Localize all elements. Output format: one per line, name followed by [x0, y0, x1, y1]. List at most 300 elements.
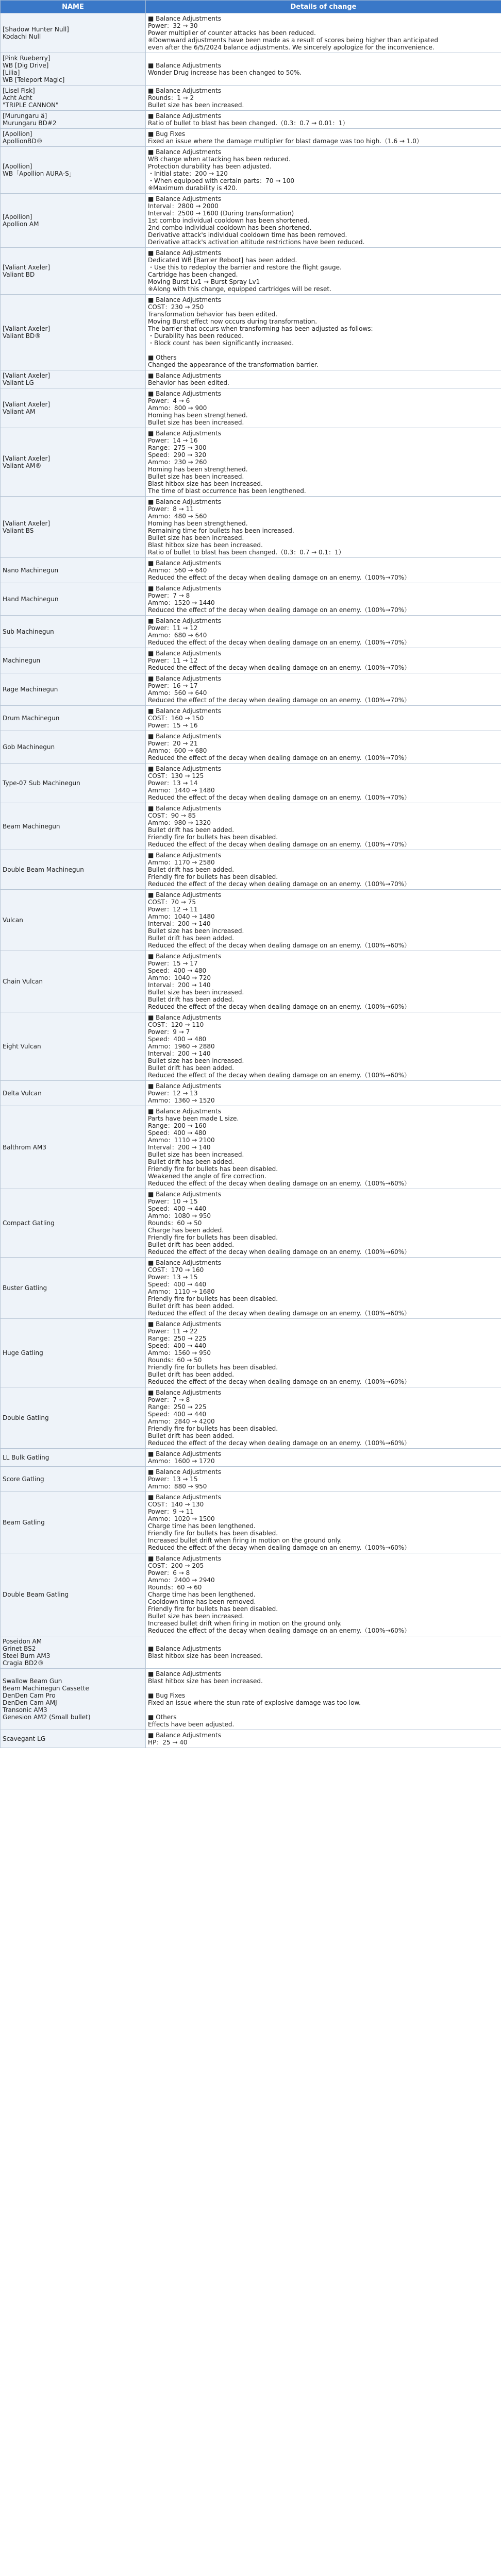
table-row: [1, 1012, 501, 1081]
change-line: COST：170 → 160: [148, 1266, 204, 1274]
item-name-cell: [1, 370, 146, 388]
table-row: [1, 497, 501, 558]
item-name-cell: [1, 1081, 146, 1106]
change-section-heading: ■ Balance Adjustments: [148, 1468, 221, 1476]
change-line: HP：25 → 40: [148, 1739, 188, 1746]
change-line: Weakened the angle of fire correction.: [148, 1173, 266, 1180]
change-line: Ammo：1560 → 950: [148, 1349, 211, 1357]
change-section-heading: ■ Others: [148, 354, 177, 361]
change-line: Bullet size has been increased.: [148, 534, 244, 541]
table-row: [1, 1467, 501, 1492]
change-line: ・Durability has been reduced.: [148, 332, 244, 340]
change-line: Bullet drift has been added.: [148, 1241, 235, 1248]
item-name: WB [Dig Drive]: [3, 62, 49, 69]
change-line: Range：200 → 160: [148, 1122, 207, 1129]
change-section-heading: ■ Balance Adjustments: [148, 891, 221, 899]
change-line: Ammo：1020 → 1500: [148, 1515, 215, 1522]
change-section-heading: ■ Balance Adjustments: [148, 87, 221, 94]
change-details-cell: [146, 111, 501, 129]
change-line: Interval：200 → 140: [148, 1144, 211, 1151]
item-name: Drum Machinegun: [3, 715, 60, 722]
table-row: [1, 648, 501, 673]
table-row: [1, 129, 501, 147]
table-row: [1, 1492, 501, 1553]
change-line: Power：32 → 30: [148, 22, 198, 29]
item-name: [Lilia]: [3, 69, 20, 76]
change-details-cell: [146, 1636, 501, 1669]
item-name: Vulcan: [3, 917, 23, 924]
table-row: [1, 111, 501, 129]
change-line: Blast hitbox size has been increased.: [148, 1652, 263, 1659]
table-row: [1, 764, 501, 803]
change-details-cell: [146, 129, 501, 147]
change-line: Speed：400 → 440: [148, 1411, 207, 1418]
change-line: ※Downward adjustments have been made as a result of scores being higher than anticipated: [148, 37, 439, 44]
change-details-cell: [146, 1081, 501, 1106]
item-name-cell: [1, 1106, 146, 1189]
item-name: Rage Machinegun: [3, 686, 58, 693]
change-section-heading: ■ Balance Adjustments: [148, 675, 221, 682]
change-section-heading: ■ Balance Adjustments: [148, 765, 221, 772]
change-line: Reduced the effect of the decay when dealing damage on an enemy.（100%→60%）: [148, 1003, 411, 1010]
table-row: [1, 1106, 501, 1189]
item-name: [Apollion]: [3, 130, 32, 138]
change-line: ※Along with this change, equipped cartridges will be reset.: [148, 285, 331, 293]
change-line: Bullet drift has been added.: [148, 935, 235, 942]
item-name-cell: [1, 1258, 146, 1319]
change-details-cell: [146, 147, 501, 194]
change-section-heading: ■ Balance Adjustments: [148, 249, 221, 257]
item-name: Double Beam Machinegun: [3, 866, 84, 873]
change-line: Interval：2500 → 1600 (During transformation): [148, 210, 294, 217]
item-name: [Valiant Axeler]: [3, 325, 51, 332]
change-line: Friendly fire for bullets has been disabled.: [148, 1234, 278, 1241]
change-line: Derivative attack's individual cooldown time has been removed.: [148, 231, 347, 239]
table-row: [1, 1319, 501, 1387]
change-line: Power：11 → 12: [148, 624, 198, 632]
item-name-cell: [1, 951, 146, 1012]
table-row: [1, 951, 501, 1012]
change-line: Homing has been strengthened.: [148, 520, 248, 527]
change-line: Ammo：560 → 640: [148, 567, 207, 574]
change-line: Friendly fire for bullets has been disabled.: [148, 1364, 278, 1371]
change-section-heading: ■ Balance Adjustments: [148, 650, 221, 657]
change-section-heading: ■ Balance Adjustments: [148, 390, 221, 397]
table-row: [1, 86, 501, 111]
item-name: Chain Vulcan: [3, 978, 43, 985]
table-row: [1, 558, 501, 583]
change-line: Derivative attack's activation altitude restrictions have been reduced.: [148, 239, 365, 246]
item-name: Valiant LG: [3, 379, 34, 386]
change-section-heading: ■ Balance Adjustments: [148, 498, 221, 505]
change-line: Bullet size has been increased.: [148, 1057, 244, 1064]
change-details-cell: [146, 558, 501, 583]
change-line: Power：7 → 8: [148, 592, 190, 599]
change-details-cell: [146, 1012, 501, 1081]
change-line: Ammo：2400 → 2940: [148, 1577, 215, 1584]
item-name: LL Bulk Gatling: [3, 1454, 49, 1461]
change-line: Wonder Drug increase has been changed to 50%.: [148, 69, 302, 76]
table-row: [1, 673, 501, 706]
item-name-cell: [1, 428, 146, 497]
change-line: Reduced the effect of the decay when dealing damage on an enemy.（100%→60%）: [148, 1378, 411, 1385]
change-line: Bullet drift has been added.: [148, 996, 235, 1003]
table-row: [1, 1636, 501, 1669]
item-name-cell: [1, 1467, 146, 1492]
item-name-cell: [1, 1553, 146, 1636]
change-line: The time of blast occurrence has been lengthened.: [148, 487, 306, 495]
change-line: Bullet size has been increased.: [148, 473, 244, 480]
table-row: [1, 248, 501, 295]
item-name: Murungaru BD#2: [3, 120, 57, 127]
table-row: [1, 803, 501, 850]
change-line: Dedicated WB [Barrier Reboot] has been added.: [148, 257, 297, 264]
item-name: Valiant AM: [3, 408, 36, 415]
item-name: Type-07 Sub Machinegun: [3, 779, 80, 787]
table-row: [1, 706, 501, 731]
item-name-cell: [1, 1449, 146, 1467]
change-line: Ammo：560 → 640: [148, 689, 207, 697]
item-name-cell: [1, 764, 146, 803]
change-line: Blast hitbox size has been increased.: [148, 480, 263, 487]
item-name: [Valiant Axeler]: [3, 401, 51, 408]
item-name-cell: [1, 583, 146, 616]
change-line: Speed：400 → 440: [148, 1342, 207, 1349]
change-line: Cooldown time has been removed.: [148, 1598, 256, 1605]
change-line: Friendly fire for bullets has been disabled.: [148, 1295, 278, 1302]
change-line: Ammo：680 → 640: [148, 632, 207, 639]
change-section-heading: ■ Balance Adjustments: [148, 1494, 221, 1501]
change-line: COST：120 → 110: [148, 1021, 204, 1028]
change-line: [148, 1685, 499, 1692]
change-line: Fixed an issue where the stun rate of explosive damage was too low.: [148, 1699, 361, 1706]
item-name-cell: [1, 147, 146, 194]
change-line: COST：130 → 125: [148, 772, 204, 779]
change-line: Ammo：1360 → 1520: [148, 1097, 215, 1104]
table-row: [1, 428, 501, 497]
change-details-cell: [146, 295, 501, 370]
change-line: Friendly fire for bullets has been disabled.: [148, 1605, 278, 1613]
change-line: Power：12 → 11: [148, 906, 198, 913]
change-line: Bullet drift has been added.: [148, 1371, 235, 1378]
change-line: Ammo：980 → 1320: [148, 819, 211, 826]
change-line: Bullet drift has been added.: [148, 1302, 235, 1310]
change-section-heading: ■ Balance Adjustments: [148, 707, 221, 715]
change-line: Reduced the effect of the decay when dealing damage on an enemy.（100%→70%）: [148, 664, 411, 671]
item-name: Gob Machinegun: [3, 743, 55, 751]
item-name: Hand Machinegun: [3, 596, 59, 603]
name-column-header: NAME: [1, 1, 146, 13]
item-name: [Valiant Axeler]: [3, 264, 51, 271]
item-name: [Apollion]: [3, 213, 32, 221]
item-name: Genesion AM2 (Small bullet): [3, 1714, 91, 1721]
change-line: Reduced the effect of the decay when dealing damage on an enemy.（100%→60%）: [148, 1248, 411, 1256]
change-details-cell: [146, 370, 501, 388]
item-name-cell: [1, 13, 146, 53]
change-line: Ammo：880 → 950: [148, 1483, 207, 1490]
item-name: Beam Machinegun Cassette: [3, 1685, 89, 1692]
item-name: Steel Burn AM3: [3, 1652, 51, 1659]
change-section-heading: ■ Balance Adjustments: [148, 1014, 221, 1021]
change-line: Ammo：1960 → 2880: [148, 1043, 215, 1050]
change-line: 2nd combo individual cooldown has been shortened.: [148, 224, 312, 231]
table-row: [1, 53, 501, 86]
change-line: Ammo：1600 → 1720: [148, 1458, 215, 1465]
change-details-cell: [146, 1258, 501, 1319]
change-section-heading: ■ Balance Adjustments: [148, 1389, 221, 1396]
table-row: [1, 1189, 501, 1258]
change-line: Effects have been adjusted.: [148, 1721, 235, 1728]
item-name: Swallow Beam Gun: [3, 1677, 62, 1685]
table-row: [1, 1669, 501, 1730]
change-details-cell: [146, 890, 501, 951]
change-line: Increased bullet drift when firing in motion on the ground only.: [148, 1537, 342, 1544]
change-section-heading: ■ Balance Adjustments: [148, 195, 221, 202]
change-line: Friendly fire for bullets has been disabled.: [148, 873, 278, 880]
change-line: Friendly fire for bullets has been disabled.: [148, 1165, 278, 1173]
table-row: [1, 370, 501, 388]
change-line: Ammo：1170 → 2580: [148, 859, 215, 866]
item-name: Valiant BD: [3, 271, 35, 278]
change-details-cell: [146, 706, 501, 731]
change-line: COST：140 → 130: [148, 1501, 204, 1508]
item-name-cell: [1, 1319, 146, 1387]
change-section-heading: ■ Balance Adjustments: [148, 1645, 221, 1652]
change-line: Reduced the effect of the decay when dealing damage on an enemy.（100%→70%）: [148, 606, 411, 614]
change-line: Moving Burst effect now occurs during transformation.: [148, 318, 318, 325]
table-row: [1, 13, 501, 53]
change-line: Reduced the effect of the decay when dealing damage on an enemy.（100%→60%）: [148, 1439, 411, 1447]
change-details-cell: [146, 1553, 501, 1636]
change-section-heading: ■ Bug Fixes: [148, 1692, 186, 1699]
change-line: COST：70 → 75: [148, 899, 196, 906]
change-line: Bullet drift has been added.: [148, 826, 235, 834]
change-section-heading: ■ Balance Adjustments: [148, 1555, 221, 1562]
change-line: Charge time has been lengthened.: [148, 1591, 256, 1598]
change-line: Reduced the effect of the decay when dealing damage on an enemy.（100%→60%）: [148, 1072, 411, 1079]
table-body: [1, 13, 501, 1748]
details-column-header: Details of change: [146, 1, 501, 13]
change-line: Increased bullet drift when firing in motion on the ground only.: [148, 1620, 342, 1627]
change-details-cell: [146, 1467, 501, 1492]
change-section-heading: ■ Balance Adjustments: [148, 1320, 221, 1328]
change-line: The barrier that occurs when transforming has been adjusted as follows:: [148, 325, 373, 332]
change-line: Rounds：60 → 60: [148, 1584, 202, 1591]
change-line: Ammo：1040 → 1480: [148, 913, 215, 920]
change-line: Power：11 → 22: [148, 1328, 198, 1335]
change-section-heading: ■ Others: [148, 1714, 177, 1721]
change-line: Ammo：600 → 680: [148, 747, 207, 754]
change-line: Power：13 → 15: [148, 1274, 198, 1281]
change-line: Ammo：480 → 560: [148, 513, 207, 520]
item-name-cell: [1, 497, 146, 558]
item-name: Kodachi Null: [3, 33, 41, 40]
table-row: [1, 194, 501, 248]
change-line: Reduced the effect of the decay when dealing damage on an enemy.（100%→70%）: [148, 574, 411, 581]
item-name-cell: [1, 53, 146, 86]
change-line: COST：230 → 250: [148, 303, 204, 311]
change-section-heading: ■ Balance Adjustments: [148, 1259, 221, 1266]
item-name: Valiant AM®: [3, 462, 42, 469]
change-section-heading: ■ Balance Adjustments: [148, 585, 221, 592]
item-name-cell: [1, 1730, 146, 1748]
change-section-heading: ■ Balance Adjustments: [148, 372, 221, 379]
change-line: Interval：200 → 140: [148, 981, 211, 989]
change-line: COST：200 → 205: [148, 1562, 204, 1569]
change-line: Ammo：1080 → 950: [148, 1212, 211, 1219]
change-details-cell: [146, 850, 501, 890]
change-line: Range：275 → 300: [148, 444, 207, 451]
change-section-heading: ■ Balance Adjustments: [148, 953, 221, 960]
change-line: Power：15 → 16: [148, 722, 198, 729]
item-name: [Shadow Hunter Null]: [3, 26, 69, 33]
item-name: Huge Gatling: [3, 1349, 43, 1357]
item-name-cell: [1, 673, 146, 706]
change-line: Transformation behavior has been edited.: [148, 311, 278, 318]
change-line: Blast hitbox size has been increased.: [148, 541, 263, 549]
change-line: Power multiplier of counter attacks has been reduced.: [148, 29, 316, 37]
change-details-cell: [146, 616, 501, 648]
item-name: [Valiant Axeler]: [3, 455, 51, 462]
table-row: [1, 1730, 501, 1748]
item-name-cell: [1, 129, 146, 147]
item-name: "TRIPLE CANNON": [3, 101, 59, 109]
item-name-cell: [1, 648, 146, 673]
change-line: Reduced the effect of the decay when dealing damage on an enemy.（100%→70%）: [148, 697, 411, 704]
change-line: Blast hitbox size has been increased.: [148, 1677, 263, 1685]
change-line: Parts have been made L size.: [148, 1115, 239, 1122]
change-line: Ratio of bullet to blast has been changed.（0.3：0.7 → 0.1：1）: [148, 549, 345, 556]
item-name: DenDen Cam Pro: [3, 1692, 56, 1699]
change-line: Power：7 → 8: [148, 1396, 190, 1403]
change-line: Interval：200 → 140: [148, 1050, 211, 1057]
item-name-cell: [1, 558, 146, 583]
change-line: Bullet size has been increased.: [148, 419, 244, 426]
change-line: Rounds：1 → 2: [148, 94, 194, 101]
item-name: Grinet BS2: [3, 1645, 36, 1652]
change-line: 1st combo individual cooldown has been shortened.: [148, 217, 310, 224]
change-line: Bullet size has been increased.: [148, 1151, 244, 1158]
change-details-cell: [146, 673, 501, 706]
change-line: Range：250 → 225: [148, 1335, 207, 1342]
table-row: [1, 1258, 501, 1319]
change-line: ・Block count has been significantly increased.: [148, 340, 294, 347]
change-line: ※Maximum durability is 420.: [148, 184, 238, 192]
change-section-heading: ■ Balance Adjustments: [148, 15, 221, 22]
change-line: Bullet size has been increased.: [148, 989, 244, 996]
change-section-heading: ■ Balance Adjustments: [148, 1670, 221, 1677]
change-line: Fixed an issue where the damage multiplier for blast damage was too high.（1.6 → 1.0）: [148, 138, 423, 145]
change-line: Speed：400 → 440: [148, 1281, 207, 1288]
item-name: Delta Vulcan: [3, 1090, 42, 1097]
change-line: Changed the appearance of the transformation barrier.: [148, 361, 319, 368]
table-row: [1, 731, 501, 764]
change-line: Reduced the effect of the decay when dealing damage on an enemy.（100%→60%）: [148, 942, 411, 949]
item-name: Double Beam Gatling: [3, 1591, 69, 1598]
table-row: [1, 1387, 501, 1449]
item-name-cell: [1, 1669, 146, 1730]
change-line: Power：13 → 14: [148, 779, 198, 787]
change-line: Interval：200 → 140: [148, 920, 211, 927]
item-name: Buster Gatling: [3, 1284, 47, 1292]
item-name-cell: [1, 1492, 146, 1553]
table-row: [1, 147, 501, 194]
item-name: [Pink Rueberry]: [3, 55, 51, 62]
item-name: WB「Apollion AURA-S」: [3, 170, 75, 177]
change-line: Power：15 → 17: [148, 960, 198, 967]
change-section-heading: ■ Balance Adjustments: [148, 148, 221, 156]
item-name: Transonic AM3: [3, 1706, 47, 1714]
item-name: Cragia BD2®: [3, 1659, 44, 1667]
change-line: Power：14 → 16: [148, 437, 198, 444]
change-section-heading: ■ Balance Adjustments: [148, 112, 221, 120]
item-name: [Valiant Axeler]: [3, 520, 51, 527]
change-details-cell: [146, 497, 501, 558]
change-details-cell: [146, 86, 501, 111]
change-details-cell: [146, 13, 501, 53]
change-details-cell: [146, 1730, 501, 1748]
item-name: Compact Gatling: [3, 1219, 55, 1227]
table-row: [1, 890, 501, 951]
change-line: COST：160 → 150: [148, 715, 204, 722]
table-row: [1, 295, 501, 370]
change-section-heading: ■ Balance Adjustments: [148, 1732, 221, 1739]
header-row: [1, 1, 501, 13]
change-line: ・When equipped with certain parts：70 → 100: [148, 177, 294, 184]
change-line: [148, 1706, 499, 1714]
change-line: Bullet size has been increased.: [148, 1613, 244, 1620]
change-line: Ratio of bullet to blast has been changed.（0.3：0.7 → 0.01：1）: [148, 120, 349, 127]
item-name-cell: [1, 803, 146, 850]
change-line: Power：6 → 8: [148, 1569, 190, 1577]
change-section-heading: ■ Balance Adjustments: [148, 430, 221, 437]
change-details-cell: [146, 248, 501, 295]
item-name: Acht Acht: [3, 94, 32, 101]
change-details-cell: [146, 1492, 501, 1553]
change-line: Power：4 → 6: [148, 397, 190, 404]
item-name-cell: [1, 248, 146, 295]
change-details-cell: [146, 388, 501, 428]
item-name: ApollionBD®: [3, 138, 43, 145]
change-line: WB charge when attacking has been reduced.: [148, 156, 291, 163]
item-name: WB [Teleport Magic]: [3, 76, 65, 83]
change-line: COST：90 → 85: [148, 812, 196, 819]
change-line: Power：13 → 15: [148, 1476, 198, 1483]
change-line: Power：9 → 11: [148, 1508, 194, 1515]
change-line: Homing has been strengthened.: [148, 466, 248, 473]
change-line: Bullet drift has been added.: [148, 1158, 235, 1165]
item-name: Scavegant LG: [3, 1735, 46, 1742]
change-section-heading: ■ Balance Adjustments: [148, 805, 221, 812]
change-details-cell: [146, 1669, 501, 1730]
change-line: Power：11 → 12: [148, 657, 198, 664]
change-line: Ammo：2840 → 4200: [148, 1418, 215, 1425]
change-line: Reduced the effect of the decay when dealing damage on an enemy.（100%→60%）: [148, 1544, 411, 1551]
change-line: Bullet drift has been added.: [148, 866, 235, 873]
change-line: Speed：400 → 480: [148, 967, 207, 974]
item-name: [Apollion]: [3, 163, 32, 170]
item-name: Valiant BS: [3, 527, 34, 534]
change-line: Rounds：60 → 50: [148, 1219, 202, 1227]
change-line: Reduced the effect of the decay when dealing damage on an enemy.（100%→70%）: [148, 794, 411, 801]
change-line: Power：9 → 7: [148, 1028, 190, 1036]
item-name-cell: [1, 890, 146, 951]
item-name: DenDen Cam AMJ: [3, 1699, 57, 1706]
change-line: Friendly fire for bullets has been disabled.: [148, 834, 278, 841]
change-details-cell: [146, 951, 501, 1012]
change-line: Power：20 → 21: [148, 740, 198, 747]
table-row: [1, 616, 501, 648]
